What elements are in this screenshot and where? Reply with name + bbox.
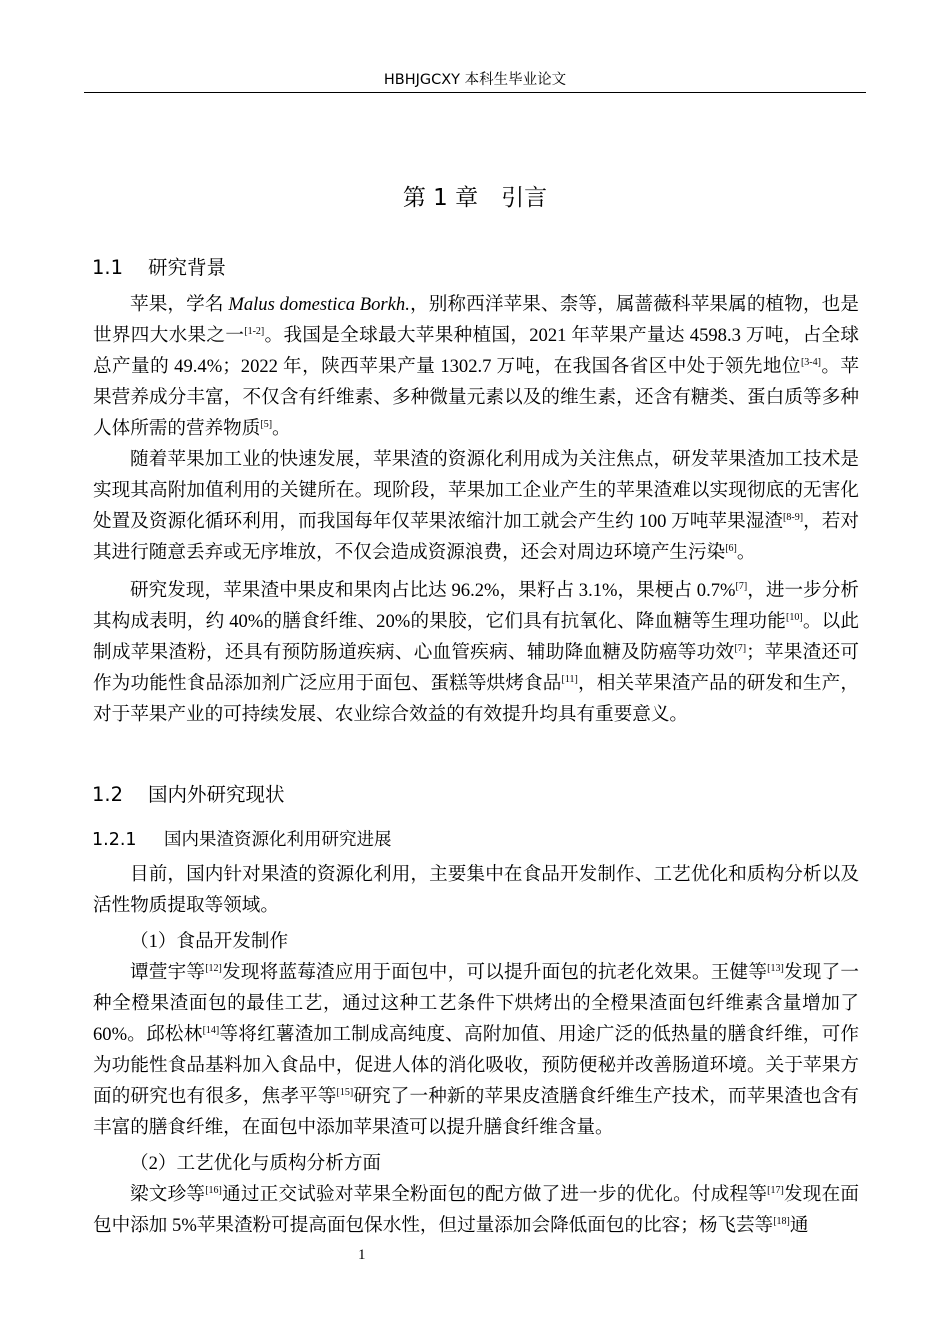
citation: [7]	[735, 581, 748, 592]
citation: [18]	[773, 1216, 790, 1227]
section-number: 1.2	[92, 783, 124, 806]
citation: [8-9]	[783, 512, 804, 523]
citation: [1-2]	[244, 326, 265, 337]
section-title: 国内外研究现状	[148, 783, 285, 806]
paragraph	[93, 957, 859, 1143]
text-run: ，若对其进行随意丢弃或无序堆放，不仅会造成资源浪费，还会对周边环境产生污染	[93, 511, 859, 563]
list-subheading: （2）工艺优化与质构分析方面	[130, 1153, 382, 1174]
paragraph	[93, 444, 859, 568]
subsection-heading-1-2-1	[92, 826, 392, 851]
text-run: 研究发现，苹果渣中果皮和果肉占比达 96.2%，果籽占 3.1%，果梗占 0.7%	[130, 580, 736, 601]
text-run: ，进一步分析其构成表明，约 40%的膳食纤维、20%的果胶，它们具有抗氧化、降血糖等生理功能	[93, 580, 859, 632]
citation: [5]	[260, 419, 273, 430]
section-heading-1-1	[92, 252, 226, 280]
text-run: ；苹果渣还可作为功能性食品添加剂广泛应用于面包、蛋糕等烘烤食品	[93, 642, 859, 694]
text-run: 通过正交试验对苹果全粉面包的配方做了进一步的优化。付成程等	[221, 1184, 768, 1205]
text-run: 目前，国内针对果渣的资源化利用，主要集中在食品开发制作、工艺优化和质构分析以及活性物质提取等领域。	[93, 864, 859, 916]
text-run: 梁文珍等	[130, 1184, 206, 1205]
section-number: 1.2.1	[92, 830, 137, 850]
text-run: 研究了一种新的苹果皮渣膳食纤维生产技术，而苹果渣也含有丰富的膳食纤维，在面包中添加苹果渣可以提升膳食纤维含量。	[93, 1086, 859, 1138]
text-run: 随着苹果加工业的快速发展，苹果渣的资源化利用成为关注焦点，研发苹果渣加工技术是实现其高附加值利用的关键所在。现阶段，苹果加工企业产生的苹果渣难以实现彻底的无害化处置及资源化循环利用，而我国每年仅苹果浓缩汁加工就会产生约 100 万吨苹果湿渣	[93, 449, 859, 532]
citation: [3-4]	[800, 357, 821, 368]
citation: [7]	[734, 643, 747, 654]
running-header: HBHJGCXY 本科生毕业论文	[383, 72, 567, 88]
section-number: 1.1	[92, 256, 124, 279]
text-run: 。	[736, 542, 756, 563]
citation: [10]	[785, 612, 803, 623]
citation: [16]	[205, 1185, 222, 1196]
text-run: ，相关苹果渣产品的研发和生产，对于苹果产业的可持续发展、农业综合效益的有效提升均具有重要意义。	[93, 673, 859, 725]
text-run: 发现在面包中添加 5%苹果渣粉可提高面包保水性，但过量添加会降低面包的比容；杨飞芸等	[93, 1184, 859, 1236]
citation: [15]	[336, 1087, 354, 1098]
citation: [14]	[202, 1025, 220, 1036]
citation: [6]	[725, 543, 737, 554]
paragraph	[93, 575, 859, 730]
section-title: 研究背景	[148, 256, 227, 279]
citation: [11]	[561, 674, 578, 685]
list-subheading: （1）食品开发制作	[130, 931, 289, 952]
text-run: 发现了一种全橙果渣面包的最佳工艺，通过这种工艺条件下烘烤出的全橙果渣面包纤维素含量增加了 60%。邱松林	[93, 962, 859, 1045]
text-run: 。以此制成苹果渣粉，还具有预防肠道疾病、心血管疾病、辅助降血糖及防癌等功效	[93, 611, 859, 663]
text-run: 通	[789, 1215, 809, 1236]
text-run: 。苹果营养成分丰富，不仅含有纤维素、多种微量元素以及的维生素，还含有糖类、蛋白质等多种人体所需的营养物质	[93, 356, 859, 439]
text-run: 。我国是全球最大苹果种植国，2021 年苹果产量达 4598.3 万吨，占全球总产量的 49.4%；2022 年，陕西苹果产量 1302.7 万吨，在我国各省区中处于领先地位	[93, 325, 859, 377]
text-run: 苹果，学名	[130, 294, 229, 315]
citation: [17]	[767, 1185, 784, 1196]
section-heading-1-2	[92, 779, 285, 807]
citation: [12]	[205, 963, 222, 974]
text-run: 。	[272, 418, 291, 439]
citation: [13]	[767, 963, 784, 974]
text-run: ，别称西洋苹果、柰等，属蔷薇科苹果属的植物，也是世界四大水果之一	[93, 294, 859, 346]
paragraph	[93, 289, 859, 444]
paragraph	[93, 1179, 859, 1241]
section-title: 国内果渣资源化利用研究进展	[164, 830, 392, 850]
italic-text: Malus domestica Borkh.	[228, 294, 410, 315]
paragraph	[93, 859, 859, 921]
header-rule	[84, 92, 866, 93]
text-run: 发现将蓝莓渣应用于面包中，可以提升面包的抗老化效果。王健等	[221, 962, 768, 983]
text-run: 谭萱宇等	[130, 962, 206, 983]
chapter-title: 第 1 章 引言	[402, 185, 548, 211]
text-run: 等将红薯渣加工制成高纯度、高附加值、用途广泛的低热量的膳食纤维，可作为功能性食品基料加入食品中，促进人体的消化吸收，预防便秘并改善肠道环境。关于苹果方面的研究也有很多，焦孝平等	[93, 1024, 859, 1107]
page-number: 1	[358, 1247, 366, 1263]
